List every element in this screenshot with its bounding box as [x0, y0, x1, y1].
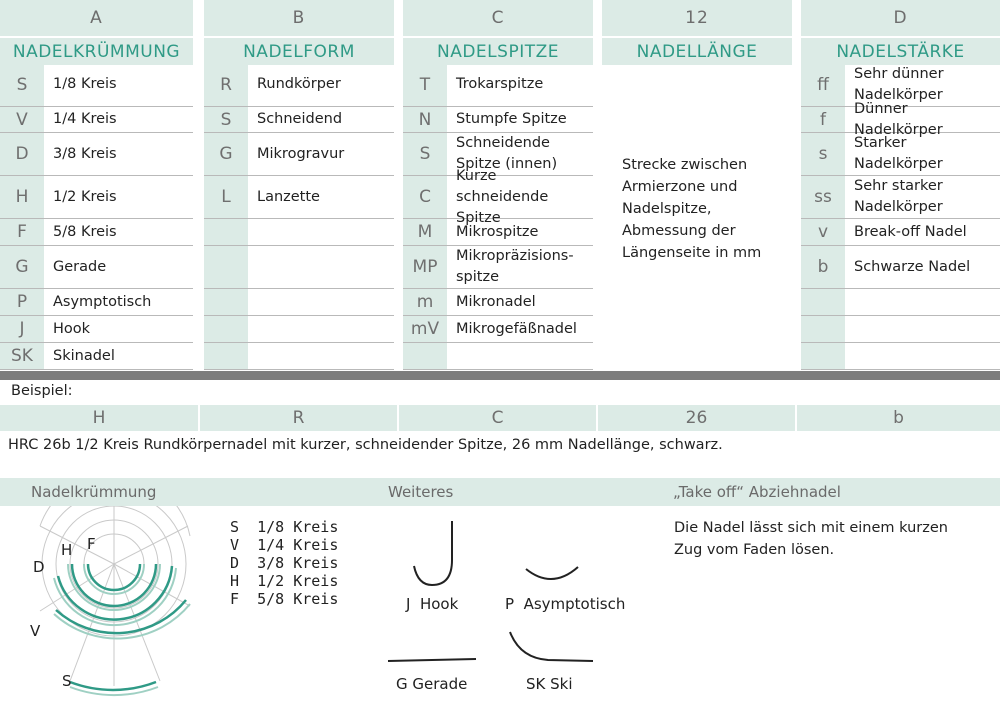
row-text: Rundkörper: [257, 76, 341, 92]
ski-needle-shape: [510, 632, 593, 661]
row-text: 1/4 Kreis: [53, 111, 117, 127]
row-code: S: [403, 133, 447, 175]
table-row: [403, 289, 593, 316]
table-row: [204, 246, 394, 289]
row-text: [854, 343, 998, 369]
column-title: NADELFORM: [204, 36, 394, 65]
table-row: [0, 343, 193, 370]
row-code: f: [801, 107, 845, 132]
legend-item: D 3/8 Kreis: [230, 554, 339, 572]
row-text: Trokarspitze: [456, 76, 544, 92]
row-code: [204, 316, 248, 342]
column-letter: 12: [602, 0, 792, 36]
row-code: P: [0, 289, 44, 315]
more-heading: Weiteres: [388, 483, 454, 501]
table-row: [0, 316, 193, 343]
diagram-label-s: S: [62, 672, 72, 690]
row-code: s: [801, 133, 845, 175]
column-title: NADELSTÄRKE: [801, 36, 1000, 65]
table-row: [0, 133, 193, 176]
column-4: [602, 0, 792, 370]
row-code: ss: [801, 176, 845, 218]
takeoff-text: Die Nadel lässt sich mit einem kurzen Zug vom Faden lösen.: [674, 520, 948, 558]
row-code: m: [403, 289, 447, 315]
row-code: H: [0, 176, 44, 218]
table-row: [403, 316, 593, 343]
straight-needle-shape: [388, 659, 476, 661]
legend-item: V 1/4 Kreis: [230, 536, 339, 554]
row-code: [204, 343, 248, 369]
column-1: [0, 0, 193, 370]
legend-item: F 5/8 Kreis: [230, 590, 339, 608]
row-text: [257, 289, 392, 315]
row-text: [257, 316, 392, 342]
table-row: [204, 176, 394, 219]
row-code: L: [204, 176, 248, 218]
row-text: Gerade: [53, 258, 107, 275]
row-text: [257, 343, 392, 369]
row-text: Mikrospitze: [456, 223, 539, 240]
table-row: [403, 246, 593, 289]
row-code: mV: [403, 316, 447, 342]
diagram-label-d: D: [33, 558, 45, 576]
column-title: NADELLÄNGE: [602, 36, 792, 65]
row-code: [801, 343, 845, 369]
row-text: Break-off Nadel: [854, 223, 967, 240]
example-cell-length: 26: [598, 405, 797, 431]
asymptotic-label: P Asymptotisch: [505, 595, 626, 613]
column-title: NADELKRÜMMUNG: [0, 36, 193, 65]
table-row: [403, 219, 593, 246]
table-row: [801, 219, 1000, 246]
table-row: [204, 316, 394, 343]
table-row: [0, 219, 193, 246]
table-row: [403, 167, 593, 226]
row-text: Schneidend: [257, 111, 343, 127]
table-row: [801, 343, 1000, 370]
row-text: Sehr starker Nadelkörper: [854, 178, 943, 215]
row-text: Mikrogefäßnadel: [456, 320, 577, 337]
row-code: SK: [0, 343, 44, 369]
row-code: F: [0, 219, 44, 245]
ski-label: SK Ski: [526, 675, 573, 693]
row-code: S: [204, 107, 248, 132]
table-row: [0, 176, 193, 219]
table-row: [0, 289, 193, 316]
row-code: G: [0, 246, 44, 288]
row-text: Schneidende Spitze (innen): [456, 135, 558, 172]
row-code: G: [204, 133, 248, 175]
row-code: [204, 246, 248, 288]
column-letter: D: [801, 0, 1000, 36]
table-row: [204, 343, 394, 370]
legend-item: S 1/8 Kreis: [230, 518, 339, 536]
example-row: [0, 405, 1000, 431]
row-text: [854, 316, 998, 342]
row-text: Lanzette: [257, 188, 320, 205]
divider-bar: [0, 371, 1000, 380]
table-row: [0, 63, 193, 107]
table-row: [204, 133, 394, 176]
example-description: HRC 26b 1/2 Kreis Rundkörpernadel mit kurzer, schneidender Spitze, 26 mm Nadellänge, schwarz.: [8, 437, 723, 453]
table-row: [204, 289, 394, 316]
diagram-label-h: H: [61, 541, 73, 559]
row-text: 3/8 Kreis: [53, 145, 117, 162]
table-row: [801, 100, 1000, 138]
row-text: Mikrogravur: [257, 145, 345, 162]
table-row: [204, 219, 394, 246]
column-3: [403, 0, 593, 370]
row-text: Starker Nadelkörper: [854, 135, 943, 172]
row-text: 1/8 Kreis: [53, 76, 117, 92]
row-code: C: [403, 176, 447, 218]
column-5: [801, 0, 1000, 370]
row-code: [204, 219, 248, 245]
row-text: 5/8 Kreis: [53, 223, 117, 240]
row-text: [257, 246, 392, 288]
row-code: ff: [801, 63, 845, 106]
row-text: [854, 289, 998, 315]
column-2: [204, 0, 394, 370]
row-code: J: [0, 316, 44, 342]
row-code: [801, 289, 845, 315]
table-row: [403, 343, 593, 370]
diagram-label-f: F: [87, 535, 96, 553]
table-row: [403, 63, 593, 107]
table-row: [0, 246, 193, 289]
table-row: [801, 176, 1000, 219]
table-row: [801, 316, 1000, 343]
row-code: N: [403, 107, 447, 132]
column-letter: B: [204, 0, 394, 36]
bottom-header: [0, 478, 1000, 506]
row-text: Skinadel: [53, 347, 115, 364]
row-text: Mikronadel: [456, 293, 536, 310]
row-text: Sehr dünner Nadelkörper: [854, 65, 944, 103]
row-text: Mikropräzisions-spitze: [456, 248, 574, 285]
row-text: 1/2 Kreis: [53, 188, 117, 205]
curvature-diagram: [0, 506, 220, 706]
column-letter: A: [0, 0, 193, 36]
row-text: Asymptotisch: [53, 293, 152, 310]
row-code: b: [801, 246, 845, 288]
row-code: S: [0, 63, 44, 106]
column-title: NADELSPITZE: [403, 36, 593, 65]
row-code: T: [403, 63, 447, 106]
row-text: Stumpfe Spitze: [456, 111, 567, 127]
takeoff-heading: „Take off“ Abziehnadel: [673, 483, 841, 501]
row-code: v: [801, 219, 845, 245]
table-row: [801, 289, 1000, 316]
column-letter: C: [403, 0, 593, 36]
table-row: [204, 63, 394, 107]
row-code: M: [403, 219, 447, 245]
length-description: Strecke zwischen Armierzone und Nadelspitze, Abmessung der Längenseite in mm: [622, 157, 762, 261]
asymptotic-needle-shape: [526, 567, 578, 579]
row-code: MP: [403, 246, 447, 288]
table-row: [0, 107, 193, 133]
row-code: [403, 343, 447, 369]
row-text: [456, 343, 591, 369]
example-cell-d: b: [893, 408, 904, 428]
hook-needle-shape: [414, 521, 452, 585]
row-text: Schwarze Nadel: [854, 258, 971, 275]
example-cell-c: C: [399, 405, 598, 431]
table-row: [801, 133, 1000, 176]
example-cell-a: H: [0, 405, 200, 431]
table-row: [403, 107, 593, 133]
row-text: Dünner Nadelkörper: [854, 100, 943, 138]
diagram-label-v: V: [30, 622, 41, 640]
example-cell-b: R: [200, 405, 399, 431]
table-row: [801, 246, 1000, 289]
row-code: [801, 316, 845, 342]
row-text: Kurze schneidende Spitze: [456, 167, 549, 226]
hook-label: J Hook: [406, 595, 459, 613]
legend-item: H 1/2 Kreis: [230, 572, 339, 590]
row-code: R: [204, 63, 248, 106]
row-text: Hook: [53, 320, 91, 337]
curvature-legend: [230, 518, 338, 608]
row-text: [257, 219, 392, 245]
row-code: D: [0, 133, 44, 175]
straight-label: G Gerade: [396, 675, 468, 693]
row-code: [204, 289, 248, 315]
curvature-heading: Nadelkrümmung: [31, 483, 157, 501]
table-row: [204, 107, 394, 133]
example-label: Beispiel:: [11, 383, 73, 399]
row-code: V: [0, 107, 44, 132]
